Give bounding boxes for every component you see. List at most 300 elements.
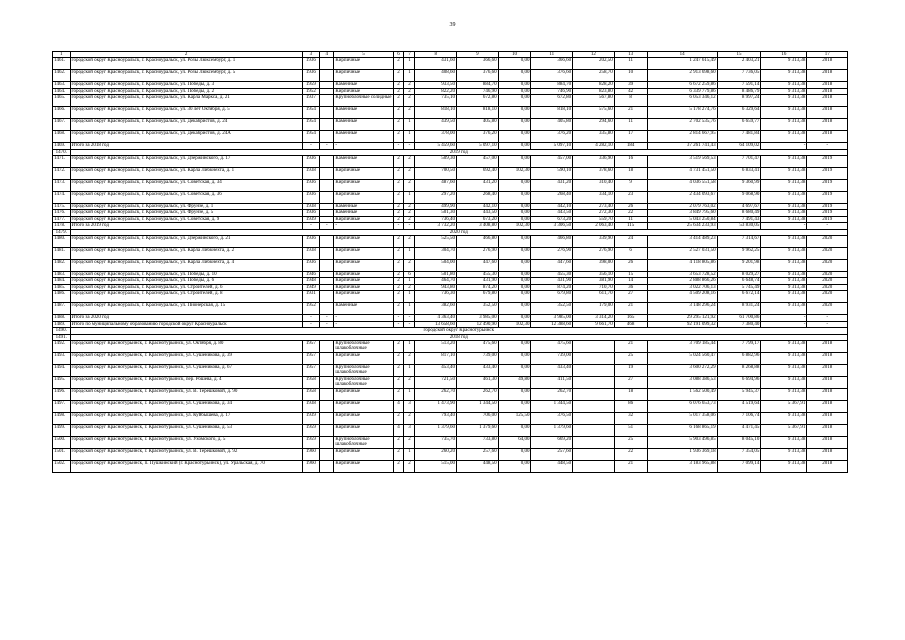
- column-number-cell: 6: [393, 52, 404, 58]
- table-cell: [320, 376, 334, 388]
- table-cell: 2: [404, 236, 415, 248]
- table-cell: 1959: [302, 82, 320, 88]
- table-cell: 7 591,14: [717, 82, 761, 88]
- table-cell: 24: [614, 236, 647, 248]
- table-cell: 4 697,67: [717, 204, 761, 210]
- table-cell: 6: [404, 272, 415, 278]
- table-cell: 9 313,38: [761, 88, 807, 94]
- table-cell: 19: [614, 364, 647, 376]
- table-cell: 3 732,20: [415, 223, 457, 229]
- table-cell: 21: [614, 460, 647, 472]
- table-cell: 2018: [807, 460, 848, 472]
- table-cell: 2 814 667,95: [647, 131, 717, 143]
- table-cell: Кирпичные: [334, 352, 393, 364]
- table-cell: 2: [393, 82, 404, 88]
- table-cell: 2: [393, 260, 404, 272]
- table-cell: 9: [614, 180, 647, 192]
- table-cell: 1 379,60: [531, 424, 573, 436]
- table-cell: 515,00: [415, 460, 457, 472]
- table-cell: 2: [393, 364, 404, 376]
- table-cell: 352,50: [531, 303, 573, 315]
- table-cell: 1: [404, 278, 415, 284]
- table-cell: 828,20: [573, 82, 615, 88]
- table-cell: 1936: [302, 180, 320, 192]
- row-number-cell: 1488.: [53, 315, 71, 321]
- table-cell: 475,60: [531, 340, 573, 352]
- table-cell: 2: [393, 278, 404, 284]
- table-cell: 2018: [807, 412, 848, 424]
- table-cell: 2018: [807, 95, 848, 107]
- table-cell: 2: [393, 168, 404, 180]
- table-cell: [573, 412, 615, 424]
- table-cell: 2 913 698,60: [647, 70, 717, 82]
- address-cell: Итого за 2020 год: [70, 315, 302, 321]
- table-cell: 366,60: [457, 58, 499, 70]
- table-cell: 202,50: [573, 58, 615, 70]
- table-cell: -: [302, 321, 320, 327]
- table-cell: 9 313,38: [761, 260, 807, 272]
- table-cell: 9 313,38: [761, 291, 807, 303]
- table-cell: [320, 119, 334, 131]
- table-cell: 9 313,38: [761, 70, 807, 82]
- address-cell: Итого по муниципальному образованию городской округ Красноуральск: [70, 321, 302, 327]
- table-cell: 443,50: [457, 210, 499, 216]
- table-cell: 2: [404, 107, 415, 119]
- table-cell: [320, 70, 334, 82]
- table-cell: 1954: [302, 131, 320, 143]
- table-cell: 21: [614, 340, 647, 352]
- table-cell: [320, 412, 334, 424]
- table-cell: -: [320, 321, 334, 327]
- table-cell: 706,00: [457, 412, 499, 424]
- table-cell: 457,00: [531, 156, 573, 168]
- table-cell: 0,00: [498, 388, 531, 400]
- table-cell: 1952: [302, 88, 320, 94]
- row-number-cell: 1494.: [53, 364, 71, 376]
- table-cell: 21: [614, 107, 647, 119]
- table-cell: 1 344,50: [531, 400, 573, 412]
- table-cell: 1: [404, 448, 415, 460]
- table-cell: 1: [404, 340, 415, 352]
- table-cell: 2 434 093,67: [647, 192, 717, 204]
- table-cell: 0,00: [498, 107, 531, 119]
- table-cell: 9 313,38: [761, 278, 807, 284]
- table-cell: [320, 436, 334, 448]
- address-cell: городской округ Красноуральск, г. Красноуральск, ул. Фрунзе, д. 1: [70, 204, 302, 210]
- table-cell: 2019: [807, 156, 848, 168]
- table-cell: 53 830,05: [717, 223, 761, 229]
- table-cell: 2: [393, 107, 404, 119]
- table-cell: 9 313,38: [761, 284, 807, 290]
- table-cell: 2: [393, 248, 404, 260]
- table-cell: 0,00: [498, 236, 531, 248]
- table-cell: Кирпичные: [334, 88, 393, 94]
- table-cell: 2: [393, 119, 404, 131]
- table-cell: Кирпичные: [334, 388, 393, 400]
- table-cell: 4 509 208,16: [647, 291, 717, 303]
- table-cell: [320, 260, 334, 272]
- table-cell: 2 702 535,76: [647, 119, 717, 131]
- table-cell: 25: [614, 436, 647, 448]
- table-cell: 439,50: [415, 119, 457, 131]
- table-cell: 27: [614, 291, 647, 303]
- table-cell: Крупноблочные солидные: [334, 95, 393, 107]
- table-cell: -: [320, 315, 334, 321]
- table-cell: 381,90: [573, 278, 615, 284]
- table-cell: 9 313,38: [761, 119, 807, 131]
- table-cell: Крупноблочные шлакоблочные: [334, 364, 393, 376]
- table-cell: 2: [393, 180, 404, 192]
- address-cell: Итого за 2019 год: [70, 223, 302, 229]
- table-cell: 431,90: [531, 278, 573, 284]
- table-cell: 672,80: [457, 95, 499, 107]
- table-cell: 733,80: [457, 436, 499, 448]
- address-cell: Итого за 2018 год: [70, 143, 302, 149]
- table-cell: 443,50: [531, 210, 573, 216]
- address-cell: городской округ Красноуральск, г. Красноуральск, ул. Декабристов, д. 24А: [70, 131, 302, 143]
- table-cell: 2: [393, 340, 404, 352]
- table-cell: 739,00: [457, 352, 499, 364]
- table-cell: 276,90: [457, 248, 499, 260]
- table-cell: 692,40: [457, 168, 499, 180]
- table-cell: 3 414 489,23: [647, 236, 717, 248]
- table-cell: 9 313,38: [761, 204, 807, 210]
- table-cell: 1: [404, 131, 415, 143]
- table-cell: 2: [404, 352, 415, 364]
- table-cell: 9 313,38: [761, 272, 807, 278]
- column-number-cell: 10: [498, 52, 531, 58]
- table-cell: 0,00: [498, 204, 531, 210]
- register-table: [52, 51, 848, 473]
- table-cell: 1: [404, 248, 415, 260]
- table-cell: 42: [614, 88, 647, 94]
- table-cell: 1: [404, 119, 415, 131]
- table-cell: 8 931,24: [717, 303, 761, 315]
- table-cell: 61 700,86: [717, 315, 761, 321]
- table-cell: 376,20: [457, 131, 499, 143]
- table-row: [53, 388, 848, 400]
- address-cell: городской округ Краснотурьинск, г. Краснотурьинск, ул. Сушеникова, д. 53: [70, 424, 302, 436]
- table-cell: 2018: [807, 364, 848, 376]
- table-cell: 356,10: [573, 272, 615, 278]
- table-cell: 2: [404, 168, 415, 180]
- table-cell: 2: [393, 131, 404, 143]
- table-cell: 2: [393, 460, 404, 472]
- table-cell: 2: [404, 460, 415, 472]
- table-cell: 461,30: [457, 376, 499, 388]
- table-row: [53, 376, 848, 388]
- address-cell: городской округ Красноуральск, г. Красноуральск, ул. Победы, д. 10: [70, 272, 302, 278]
- table-cell: 0,00: [498, 216, 531, 222]
- table-cell: 273,40: [573, 204, 615, 210]
- table-cell: 1 379,60: [457, 424, 499, 436]
- table-cell: 501,30: [415, 210, 457, 216]
- row-number-cell: 1473.: [53, 180, 71, 192]
- table-cell: [320, 291, 334, 303]
- table-cell: 669,20: [531, 436, 573, 448]
- table-cell: 376,20: [531, 131, 573, 143]
- table-cell: 9 661,70: [573, 321, 615, 327]
- table-cell: 1 247 615,49: [647, 58, 717, 70]
- table-cell: 9 313,38: [761, 107, 807, 119]
- table-cell: 25 634 233,93: [647, 223, 717, 229]
- table-cell: 1954: [302, 119, 320, 131]
- table-cell: 6 694,96: [717, 376, 761, 388]
- table-cell: 2018: [807, 424, 848, 436]
- table-row: [53, 303, 848, 315]
- table-cell: 276,90: [573, 248, 615, 260]
- table-cell: 9 313,38: [761, 95, 807, 107]
- table-cell: 2020: [807, 236, 848, 248]
- table-cell: 746,90: [531, 88, 573, 94]
- row-number-cell: 1481.: [53, 248, 71, 260]
- table-cell: 1 473,90: [415, 400, 457, 412]
- table-cell: 102,30: [498, 321, 531, 327]
- table-cell: 2: [393, 448, 404, 460]
- table-cell: 9 313,38: [761, 131, 807, 143]
- table-row: [53, 291, 848, 303]
- table-cell: 4 363,40: [415, 315, 457, 321]
- section-title-cell: 2018 год: [70, 334, 847, 340]
- table-cell: 2018: [807, 448, 848, 460]
- table-cell: 7 354,05: [717, 448, 761, 460]
- table-cell: 3 653 728,52: [647, 272, 717, 278]
- table-cell: 7 380,40: [717, 321, 761, 327]
- table-cell: Кирпичные: [334, 400, 393, 412]
- table-cell: 9 313,38: [761, 82, 807, 88]
- row-number-cell: 1464.: [53, 88, 71, 94]
- table-cell: 590,10: [531, 168, 573, 180]
- table-row: [53, 58, 848, 70]
- address-cell: городской округ Краснотурьинск, г. Краснотурьинск, ул. Куйбышева, д. 17: [70, 412, 302, 424]
- table-cell: 1 936 369,18: [647, 448, 717, 460]
- address-cell: городской округ Красноуральск, г. Красноуральск, ул. Советская, д. 36: [70, 192, 302, 204]
- table-cell: Крупноблочные шлакоблочные: [334, 376, 393, 388]
- table-cell: 2019: [807, 192, 848, 204]
- table-cell: 5 043 250,84: [647, 216, 717, 222]
- table-cell: 294,60: [573, 119, 615, 131]
- table-cell: 455,30: [531, 272, 573, 278]
- table-cell: 9 313,38: [761, 352, 807, 364]
- table-cell: 9 313,38: [761, 236, 807, 248]
- table-cell: 0,00: [498, 278, 531, 284]
- address-cell: городской округ Красноуральск, г. Красноуральск, ул. Пионерская, д. 15: [70, 303, 302, 315]
- table-cell: [573, 376, 615, 388]
- table-cell: 884,70: [457, 82, 499, 88]
- table-row: [53, 156, 848, 168]
- table-cell: 735,70: [415, 436, 457, 448]
- column-number-cell: 8: [415, 52, 457, 58]
- table-cell: 2 403,21: [717, 58, 761, 70]
- table-cell: 1938: [302, 204, 320, 210]
- table-cell: 179,00: [573, 303, 615, 315]
- table-cell: 1 344,50: [457, 400, 499, 412]
- table-cell: 26: [614, 260, 647, 272]
- table-cell: 7 491,43: [717, 216, 761, 222]
- table-cell: 1957: [302, 352, 320, 364]
- table-cell: 0,00: [498, 303, 531, 315]
- table-cell: 2019: [807, 180, 848, 192]
- table-cell: 884,70: [531, 82, 573, 88]
- table-cell: 2: [393, 352, 404, 364]
- table-cell: 6 882,96: [717, 352, 761, 364]
- table-cell: 7 701,47: [717, 156, 761, 168]
- table-cell: 611,70: [573, 291, 615, 303]
- table-cell: 2018: [807, 436, 848, 448]
- table-cell: 2: [393, 95, 404, 107]
- table-cell: 6 329,64: [717, 107, 761, 119]
- table-cell: -: [302, 143, 320, 149]
- table-cell: 0,00: [498, 248, 531, 260]
- table-cell: 2: [404, 412, 415, 424]
- address-cell: городской округ Краснотурьинск, п. Пушкинский (г. Краснотурьинск), ул. Уральская, д. 70: [70, 460, 302, 472]
- table-cell: Кирпичные: [334, 291, 393, 303]
- table-cell: 336,90: [573, 156, 615, 168]
- table-cell: 258,70: [573, 70, 615, 82]
- table-cell: 1936: [302, 210, 320, 216]
- table-cell: 25: [614, 352, 647, 364]
- table-cell: 3: [404, 400, 415, 412]
- address-cell: городской округ Красноуральск, г. Красноуральск, ул. Советская, д. 9: [70, 216, 302, 222]
- address-cell: городской округ Краснотурьинск, г. Краснотурьинск, ул. Ухомского, д. 5: [70, 436, 302, 448]
- table-cell: 276,90: [531, 248, 573, 260]
- table-cell: 442,10: [457, 204, 499, 210]
- table-cell: 2020: [807, 284, 848, 290]
- table-cell: 7 799,17: [717, 340, 761, 352]
- table-cell: 26: [614, 204, 647, 210]
- table-cell: 1957: [302, 340, 320, 352]
- table-cell: 39: [614, 82, 647, 88]
- table-cell: 739,00: [531, 352, 573, 364]
- table-cell: 5 367,91: [761, 400, 807, 412]
- address-cell: городской округ Красноуральск, г. Красноуральск, ул. Победы, д. 3: [70, 82, 302, 88]
- address-cell: городской округ Красноуральск, г. Красноуральск, ул. Строителей, д. 6: [70, 284, 302, 290]
- table-cell: 1952: [302, 303, 320, 315]
- table-row: [53, 131, 848, 143]
- table-cell: 1 562 500,49: [647, 388, 717, 400]
- table-cell: 2018: [807, 119, 848, 131]
- table-cell: 405,80: [457, 119, 499, 131]
- row-number-cell: 1499.: [53, 424, 71, 436]
- table-cell: 102,30: [498, 223, 531, 229]
- table-cell: 0,00: [498, 95, 531, 107]
- table-cell: 1959: [302, 424, 320, 436]
- table-cell: 9 313,38: [761, 436, 807, 448]
- table-cell: 468: [614, 321, 647, 327]
- table-cell: [320, 460, 334, 472]
- table-cell: 0,00: [498, 448, 531, 460]
- table-cell: 15: [614, 272, 647, 278]
- table-cell: Кирпичные: [334, 448, 393, 460]
- table-cell: 92 191 099,32: [647, 321, 717, 327]
- column-number-cell: 11: [531, 52, 573, 58]
- table-cell: 5 097,10: [531, 143, 573, 149]
- table-cell: 2 063,40: [573, 223, 615, 229]
- row-number-cell: 1479.: [53, 229, 71, 235]
- table-cell: 2019: [807, 216, 848, 222]
- table-cell: 442,10: [531, 204, 573, 210]
- address-cell: городской округ Красноуральск, г. Красноуральск, ул. Победы, д. 6: [70, 278, 302, 284]
- table-cell: Каменные: [334, 82, 393, 88]
- table-cell: 2: [404, 180, 415, 192]
- table-cell: -: [393, 223, 404, 229]
- table-cell: 567,80: [573, 95, 615, 107]
- address-cell: городской округ Красноуральск, г. Красноуральск, ул. Фрунзе, д. 5: [70, 210, 302, 216]
- table-cell: 1958: [302, 388, 320, 400]
- table-cell: [320, 168, 334, 180]
- row-number-cell: 1461.: [53, 58, 71, 70]
- table-cell: 411,50: [531, 376, 573, 388]
- table-cell: 2: [393, 376, 404, 388]
- table-cell: Каменные: [334, 204, 393, 210]
- table-cell: 3: [404, 424, 415, 436]
- row-number-cell: 1465.: [53, 95, 71, 107]
- table-row: [53, 412, 848, 424]
- row-number-cell: 1467.: [53, 119, 71, 131]
- address-cell: городской округ Красноуральск, г. Красноуральск, ул. Карла Маркса, д. 21: [70, 95, 302, 107]
- table-cell: -: [404, 143, 415, 149]
- table-cell: -: [334, 315, 393, 321]
- table-cell: 736,40: [415, 216, 457, 222]
- row-number-cell: 1496.: [53, 388, 71, 400]
- table-cell: 1936: [302, 236, 320, 248]
- table-cell: 2: [393, 236, 404, 248]
- table-cell: 1949: [302, 284, 320, 290]
- table-cell: 9 201,98: [717, 260, 761, 272]
- table-cell: 1 379,60: [415, 424, 457, 436]
- table-cell: 304,70: [415, 248, 457, 260]
- table-cell: 2: [404, 284, 415, 290]
- table-cell: 8 268,88: [717, 364, 761, 376]
- table-cell: 310,40: [573, 180, 615, 192]
- table-cell: 487,60: [415, 180, 457, 192]
- table-cell: 433,40: [531, 364, 573, 376]
- table-cell: 822,20: [415, 88, 457, 94]
- address-cell: городской округ Красноуральск, г. Красноуральск, ул. Победы, д. 2: [70, 88, 302, 94]
- section-title-cell: городской округ Краснотурьинск: [70, 328, 847, 334]
- table-cell: 4: [393, 400, 404, 412]
- table-cell: 9 313,38: [761, 460, 807, 472]
- table-cell: 874,20: [457, 284, 499, 290]
- table-cell: 448,50: [531, 460, 573, 472]
- table-cell: 431,20: [457, 180, 499, 192]
- table-cell: 6 076 653,73: [647, 400, 717, 412]
- table-cell: Кирпичные: [334, 70, 393, 82]
- table-cell: [320, 131, 334, 143]
- table-cell: 793,40: [415, 412, 457, 424]
- table-cell: 2020: [807, 278, 848, 284]
- table-cell: -: [320, 223, 334, 229]
- table-cell: Кирпичные: [334, 216, 393, 222]
- section-title-cell: 2019 год: [70, 149, 847, 155]
- table-cell: 4: [393, 424, 404, 436]
- table-cell: 13 658,60: [415, 321, 457, 327]
- row-number-cell: 1486.: [53, 291, 71, 303]
- table-cell: 4 471,45: [717, 424, 761, 436]
- table-row: [53, 352, 848, 364]
- address-cell: городской округ Красноуральск, г. Красноуральск, ул. Розы Люксембург, д. 1: [70, 58, 302, 70]
- table-cell: 457,00: [457, 156, 499, 168]
- table-cell: 9 313,38: [761, 156, 807, 168]
- table-cell: 23: [614, 192, 647, 204]
- table-cell: 11: [614, 119, 647, 131]
- table-cell: Кирпичные: [334, 278, 393, 284]
- table-cell: 376,60: [531, 70, 573, 82]
- table-cell: 1939: [302, 412, 320, 424]
- table-cell: 2018: [807, 107, 848, 119]
- table-cell: 398,00: [573, 260, 615, 272]
- address-cell: городской округ Красноуральск, г. Красноуральск, ул. Строителей, д. 8: [70, 291, 302, 303]
